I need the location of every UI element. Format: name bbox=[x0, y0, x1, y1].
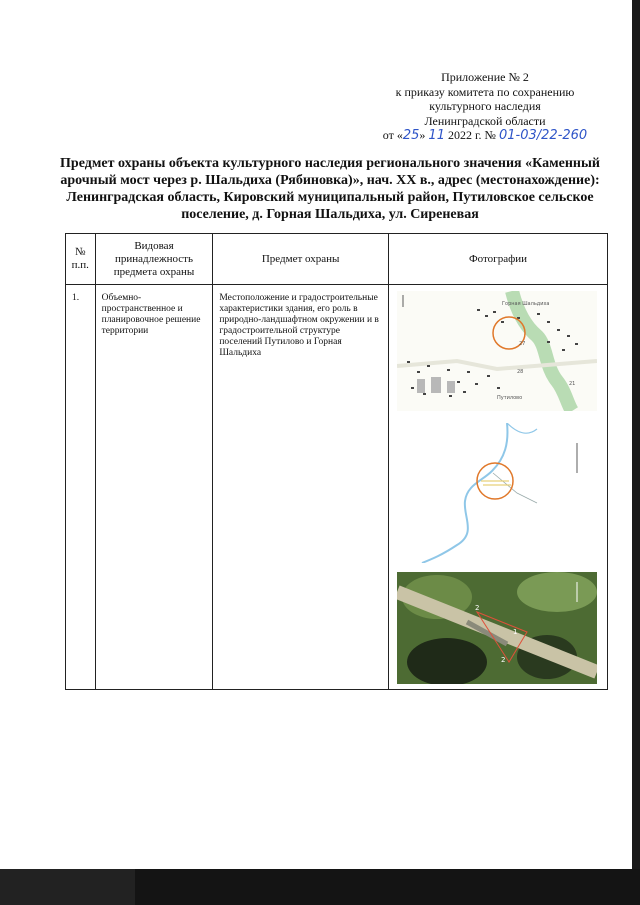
aerial-label-1: 2 bbox=[474, 604, 480, 612]
river-map bbox=[397, 423, 597, 563]
year-text: 2022 г. № bbox=[447, 128, 496, 142]
map1-village1: Горная Шальдиха bbox=[501, 301, 550, 307]
appendix-line2: к приказу комитета по сохранению bbox=[395, 84, 575, 99]
aerial-photo bbox=[397, 572, 597, 684]
map1-village2: Путилово bbox=[496, 395, 523, 401]
map1-n1: 27 bbox=[518, 341, 526, 347]
row-type-cell bbox=[95, 285, 213, 690]
header-photos: Фотографии bbox=[388, 234, 607, 285]
settlement-map bbox=[397, 291, 597, 411]
appendix-line1: Приложение № 2 bbox=[441, 70, 529, 84]
header-number: № п.п. bbox=[66, 234, 96, 285]
row-type: Объемно-пространственное и планировочное решение территории bbox=[101, 293, 201, 336]
header-subject: Предмет охраны bbox=[213, 234, 389, 285]
date-mid: » bbox=[419, 128, 426, 142]
handwritten-month: 11 bbox=[428, 128, 445, 143]
document-title: Предмет охраны объекта культурного наследия регионального значения «Каменный арочный мост через р. Шальдиха (Рябиновка)», нач. XX в., адрес (местонахождение): Ленинградская область, Кировский муниципальный район, Путиловское сельское поселение, д. Горная Шальдиха, ул. Сиреневая bbox=[60, 156, 600, 222]
table-row bbox=[66, 285, 608, 690]
scan-edge-right bbox=[632, 0, 640, 905]
row-subject: Местоположение и градостроительные характеристики здания, его роль в природно-ландшафтном окружении и в градостроительной структуре поселений Путилово и Горная Шальдиха bbox=[219, 293, 379, 358]
protection-table bbox=[65, 233, 608, 690]
handwritten-day: 25 bbox=[402, 128, 420, 143]
appendix-line4: Ленинградской области bbox=[424, 113, 546, 128]
row-photos-cell bbox=[388, 285, 607, 690]
scan-edge-bottom-left bbox=[0, 869, 135, 905]
row-subject-cell bbox=[213, 285, 389, 690]
appendix-block bbox=[360, 70, 610, 144]
handwritten-number: 01-03/22-260 bbox=[499, 128, 588, 143]
appendix-line3: культурного наследия bbox=[429, 99, 541, 113]
header-type: Видовая принадлежность предмета охраны bbox=[95, 234, 213, 285]
aerial-label-3: 2 bbox=[500, 656, 506, 664]
table-header-row bbox=[66, 234, 608, 285]
date-prefix: от « bbox=[382, 128, 403, 142]
aerial-label-2: 1 bbox=[512, 628, 518, 636]
row-number: 1. bbox=[72, 293, 80, 303]
row-number-cell bbox=[66, 285, 96, 690]
map1-n3: 21 bbox=[568, 381, 576, 387]
map1-n2: 28 bbox=[516, 369, 524, 375]
order-date-line bbox=[360, 128, 610, 144]
